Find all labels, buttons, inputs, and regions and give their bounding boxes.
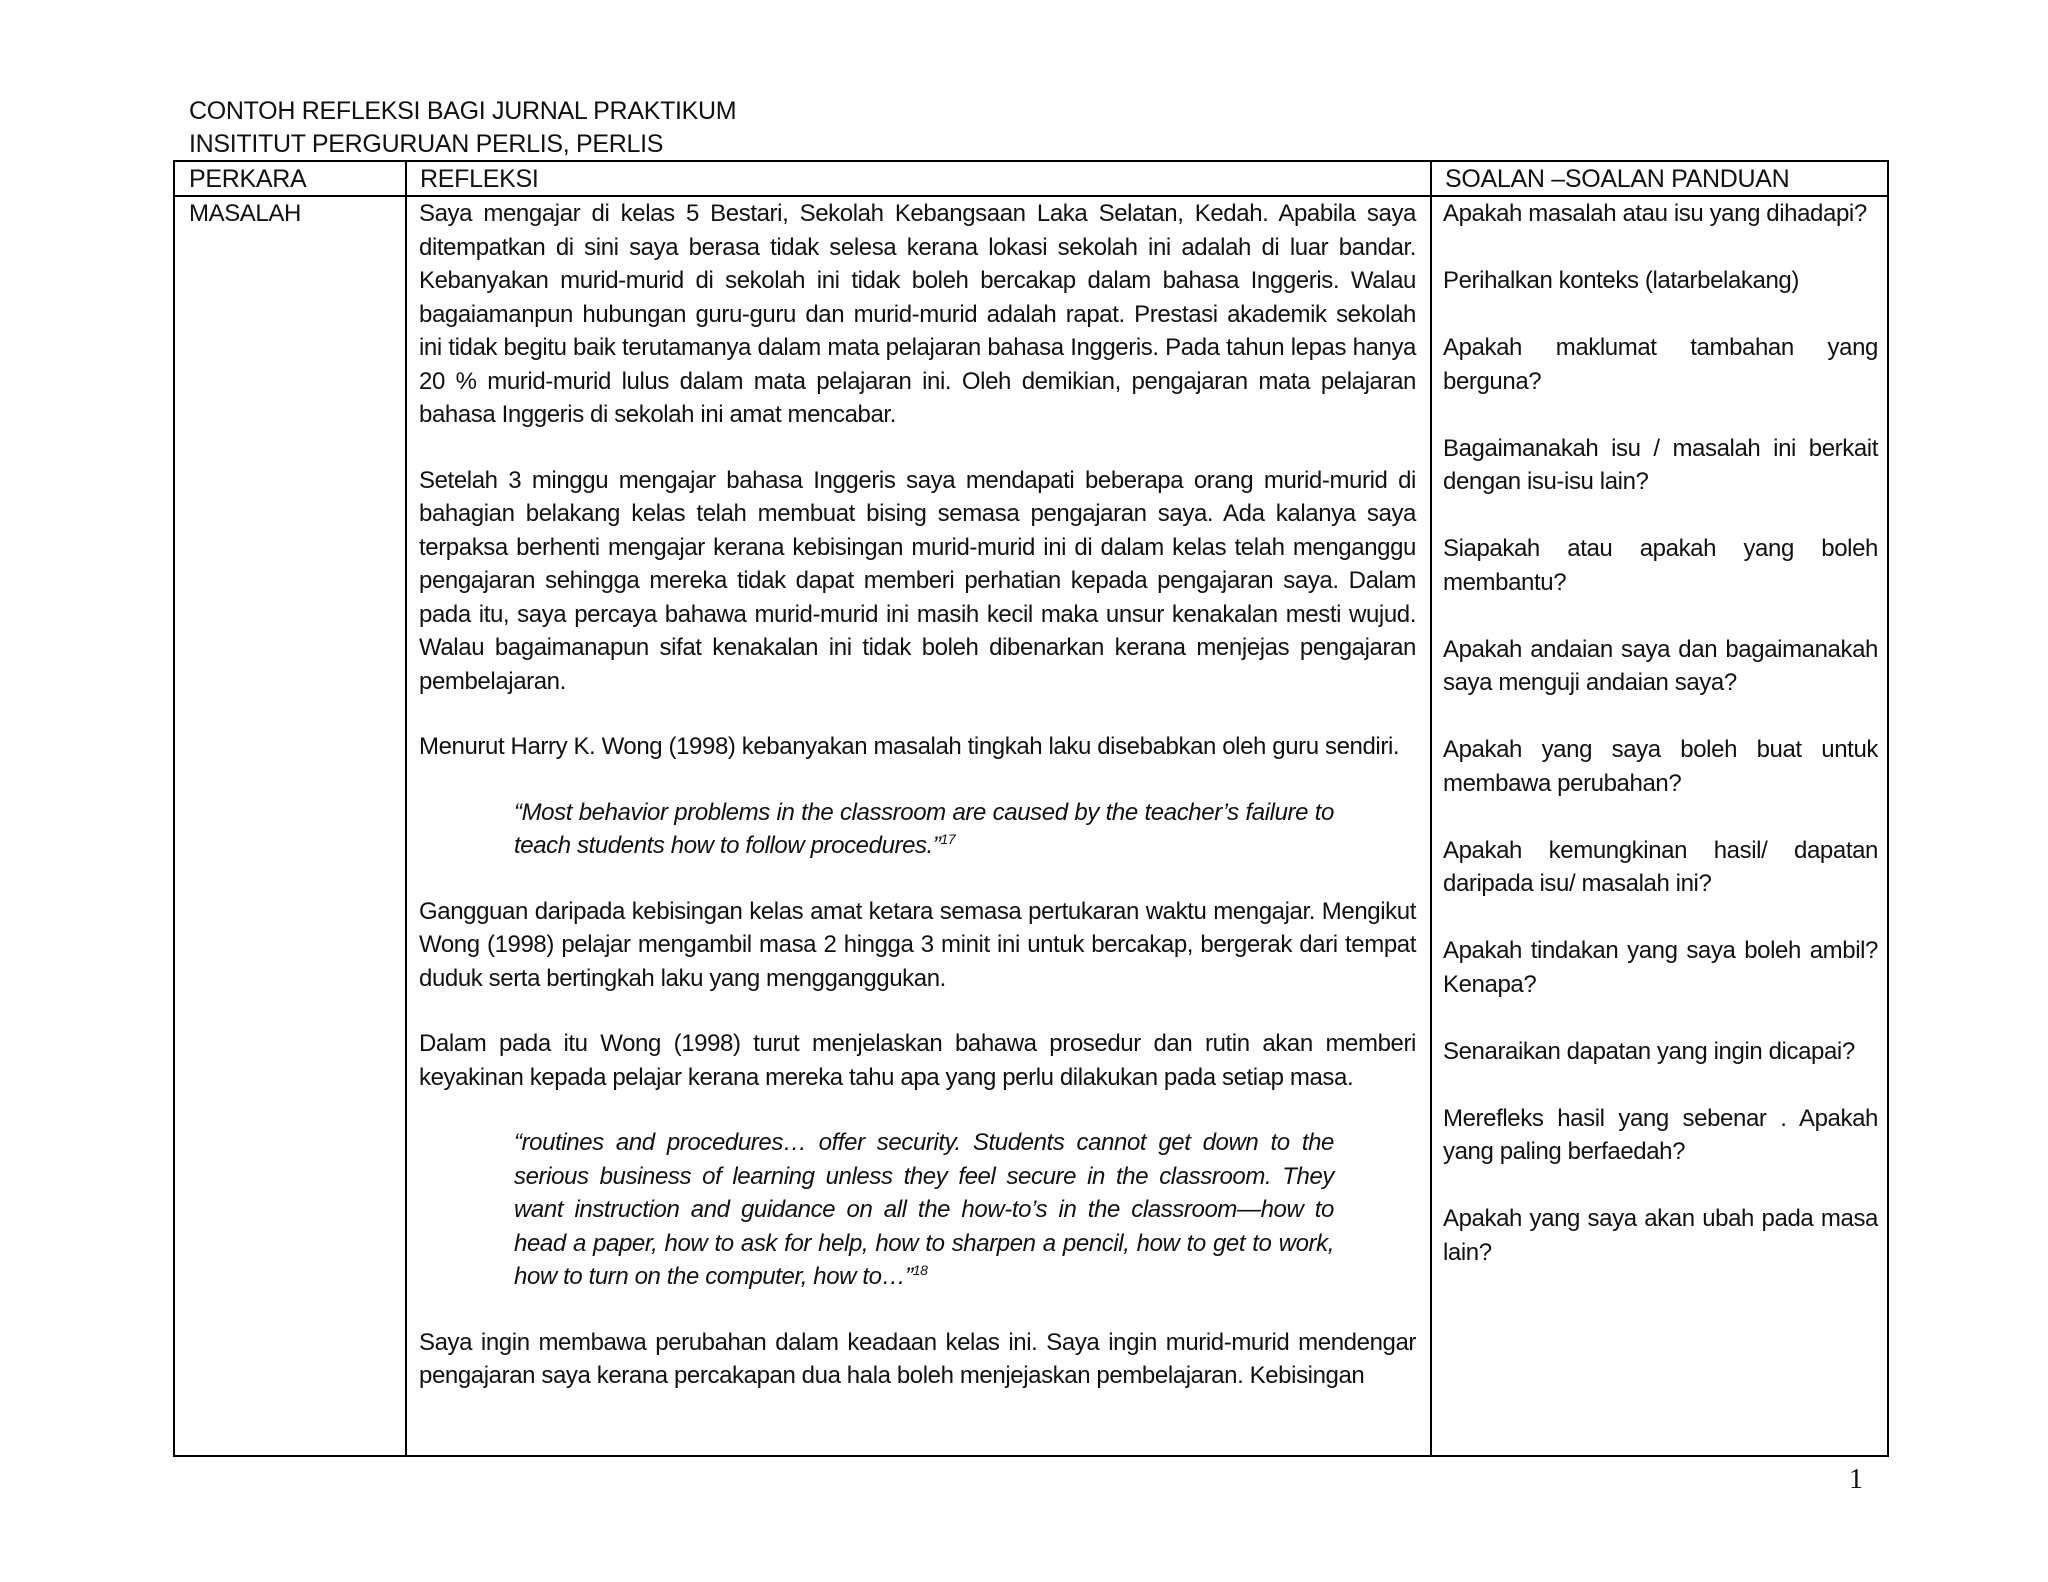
guide-question: Apakah andaian saya dan bagaimanakah saya menguji andaian saya? [1443,635,1878,696]
guide-question: Merefleks hasil yang sebenar . Apakah yang paling berfaedah? [1443,1104,1878,1165]
guide-question: Apakah kemungkinan hasil/ dapatan daripada isu/ masalah ini? [1443,836,1878,897]
guide-question: Apakah maklumat tambahan yang berguna? [1443,334,1878,395]
footnote-ref: 18 [912,1262,928,1278]
column-divider [405,162,407,1455]
perkara-cell: MASALAH [189,200,301,227]
column-divider [1430,162,1432,1455]
block-quote [514,1126,1334,1294]
refleksi-paragraph: Gangguan daripada kebisingan kelas amat ketara semasa pertukaran waktu mengajar. Mengikut Wong (1998) pelajar mengambil masa 2 hingga 3 minit ini untuk bercakap, bergerak dari tempat duduk serta bertingkah laku yang mengganggukan. [419,897,1416,992]
guide-question: Bagaimanakah isu / masalah ini berkait dengan isu-isu lain? [1443,434,1878,495]
soalan-cell [1443,197,1878,1303]
guide-question: Perihalkan konteks (latarbelakang) [1443,267,1799,294]
quote-text: “Most behavior problems in the classroom are caused by the teacher’s failure to teach students how to follow procedures.” [514,798,1334,859]
guide-question: Senaraikan dapatan yang ingin dicapai? [1443,1037,1855,1065]
refleksi-paragraph: Saya mengajar di kelas 5 Bestari, Sekolah Kebangsaan Laka Selatan, Kedah. Apabila saya ditempatkan di sini saya berasa tidak selesa kerana lokasi sekolah ini adalah di luar bandar. Kebanyakan murid-murid di sekolah ini tidak boleh bercakap dalam bahasa Inggeris. Walau bagaiamanpun hubungan guru-guru dan murid-murid adalah rapat. Prestasi akademik sekolah ini tidak begitu baik terutamanya dalam mata pelajaran bahasa Inggeris. Pada tahun lepas hanya 20 % murid-murid lulus dalam mata pelajaran ini. Oleh demikian, pengajaran mata pelajaran bahasa Inggeris di sekolah ini amat mencabar. [419,200,1416,428]
refleksi-paragraph: Setelah 3 minggu mengajar bahasa Inggeris saya mendapati beberapa orang murid-murid di bahagian belakang kelas telah membuat bising semasa pengajaran saya. Ada kalanya saya terpaksa berhenti mengajar kerana kebisingan murid-murid ini di dalam kelas telah menganggu pengajaran sehingga mereka tidak dapat memberi perhatian kepada pengajaran saya. Dalam pada itu, saya percaya bahawa murid-murid ini masih kecil maka unsur kenakalan mesti wujud. Walau bagaimanapun sifat kenakalan ini tidak boleh dibenarkan kerana menjejas pengajaran pembelajaran. [419,466,1416,695]
refleksi-cell [419,197,1416,1393]
refleksi-paragraph: Menurut Harry K. Wong (1998) kebanyakan masalah tingkah laku disebabkan oleh guru sendiri. [419,733,1400,760]
institution-name: INSITITUT PERGURUAN PERLIS, PERLIS [189,130,664,158]
guide-question: Apakah tindakan yang saya boleh ambil? Kenapa? [1443,937,1878,998]
page-number: 1 [1849,1464,1863,1495]
guide-question: Apakah masalah atau isu yang dihadapi? [1443,200,1867,227]
refleksi-paragraph: Dalam pada itu Wong (1998) turut menjelaskan bahawa prosedur dan rutin akan memberi keyakinan kepada pelajar kerana mereka tahu apa yang perlu dilakukan pada setiap masa. [419,1030,1416,1091]
guide-question: Apakah yang saya akan ubah pada masa lain? [1443,1205,1878,1266]
column-header-soalan: SOALAN –SOALAN PANDUAN [1445,165,1790,193]
guide-question: Siapakah atau apakah yang boleh membantu? [1443,535,1878,596]
reflection-table [173,160,1889,1457]
quote-text: “routines and procedures… offer security. Students cannot get down to the serious business of learning unless they feel secure in the classroom. They want instruction and guidance on all the how-to’s in the classroom—how to head a paper, how to ask for help, how to sharpen a pencil, how to get to work, how to turn on the computer, how to…” [514,1129,1334,1290]
footnote-ref: 17 [940,831,956,847]
refleksi-paragraph: Saya ingin membawa perubahan dalam keadaan kelas ini. Saya ingin murid-murid mendengar pengajaran saya kerana percakapan dua hala boleh menjejaskan pembelajaran. Kebisingan [419,1328,1416,1389]
block-quote [514,796,1334,863]
column-header-refleksi: REFLEKSI [420,165,539,193]
guide-question: Apakah yang saya boleh buat untuk membawa perubahan? [1443,736,1878,797]
document-title: CONTOH REFLEKSI BAGI JURNAL PRAKTIKUM [189,97,737,125]
column-header-perkara: PERKARA [189,165,307,193]
